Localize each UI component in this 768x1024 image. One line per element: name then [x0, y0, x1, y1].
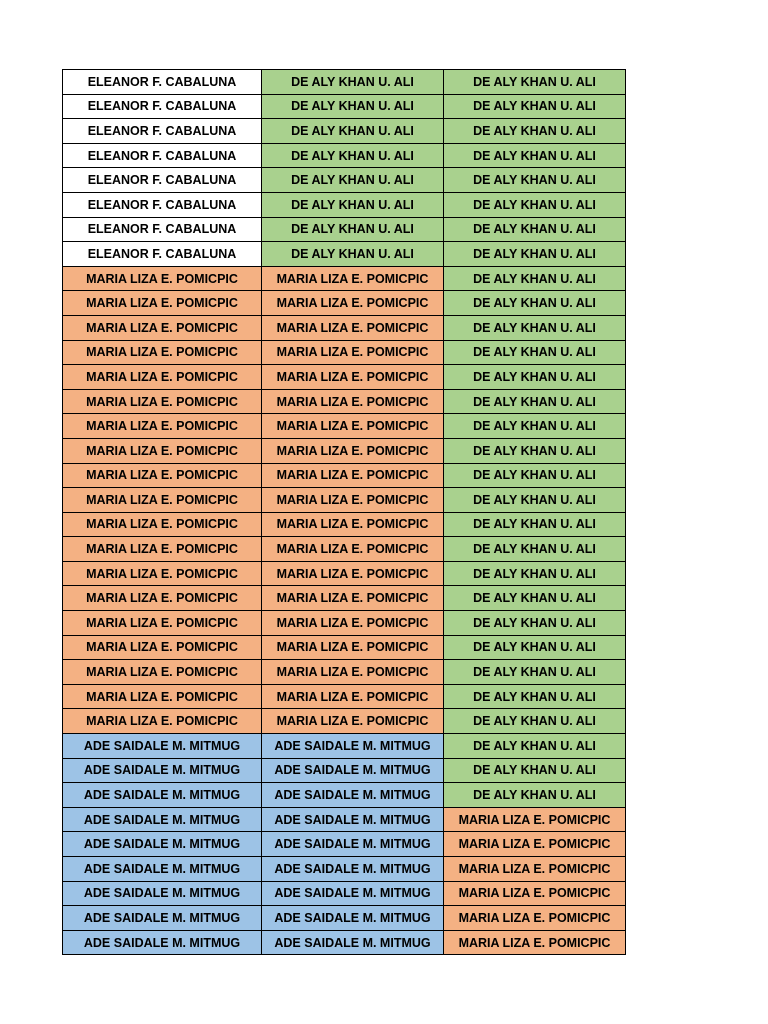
- table-cell-col-3: DE ALY KHAN U. ALI: [444, 291, 626, 316]
- table-cell-col-1: ELEANOR F. CABALUNA: [63, 119, 262, 144]
- table-cell-col-2: MARIA LIZA E. POMICPIC: [262, 512, 444, 537]
- table-cell-col-2: DE ALY KHAN U. ALI: [262, 119, 444, 144]
- table-row: [63, 242, 626, 267]
- table-cell-col-1: ADE SAIDALE M. MITMUG: [63, 930, 262, 955]
- table-cell-col-1: ADE SAIDALE M. MITMUG: [63, 758, 262, 783]
- table-cell-col-1: ADE SAIDALE M. MITMUG: [63, 783, 262, 808]
- table-cell-col-1: MARIA LIZA E. POMICPIC: [63, 389, 262, 414]
- table-row: [63, 611, 626, 636]
- table-cell-col-2: ADE SAIDALE M. MITMUG: [262, 758, 444, 783]
- table-row: [63, 906, 626, 931]
- table-cell-col-2: ADE SAIDALE M. MITMUG: [262, 807, 444, 832]
- table-cell-col-3: DE ALY KHAN U. ALI: [444, 143, 626, 168]
- table-cell-col-2: DE ALY KHAN U. ALI: [262, 192, 444, 217]
- table-row: [63, 414, 626, 439]
- table-cell-col-2: MARIA LIZA E. POMICPIC: [262, 266, 444, 291]
- table-cell-col-3: DE ALY KHAN U. ALI: [444, 684, 626, 709]
- table-cell-col-2: MARIA LIZA E. POMICPIC: [262, 340, 444, 365]
- table-cell-col-3: DE ALY KHAN U. ALI: [444, 709, 626, 734]
- table-cell-col-3: DE ALY KHAN U. ALI: [444, 586, 626, 611]
- table-row: [63, 463, 626, 488]
- table-cell-col-3: DE ALY KHAN U. ALI: [444, 414, 626, 439]
- table-row: [63, 857, 626, 882]
- table-row: [63, 365, 626, 390]
- table-row: [63, 438, 626, 463]
- table-cell-col-2: MARIA LIZA E. POMICPIC: [262, 611, 444, 636]
- table-row: [63, 70, 626, 95]
- table-cell-col-2: MARIA LIZA E. POMICPIC: [262, 684, 444, 709]
- table-cell-col-3: DE ALY KHAN U. ALI: [444, 611, 626, 636]
- table-row: [63, 832, 626, 857]
- table-cell-col-2: MARIA LIZA E. POMICPIC: [262, 488, 444, 513]
- table-row: [63, 315, 626, 340]
- table-cell-col-2: DE ALY KHAN U. ALI: [262, 94, 444, 119]
- table-row: [63, 94, 626, 119]
- table-cell-col-1: ADE SAIDALE M. MITMUG: [63, 857, 262, 882]
- table-row: [63, 217, 626, 242]
- table-cell-col-2: MARIA LIZA E. POMICPIC: [262, 365, 444, 390]
- table-cell-col-3: DE ALY KHAN U. ALI: [444, 660, 626, 685]
- table-cell-col-3: DE ALY KHAN U. ALI: [444, 783, 626, 808]
- table-cell-col-1: MARIA LIZA E. POMICPIC: [63, 340, 262, 365]
- table-cell-col-3: MARIA LIZA E. POMICPIC: [444, 832, 626, 857]
- table-row: [63, 389, 626, 414]
- table-cell-col-2: MARIA LIZA E. POMICPIC: [262, 635, 444, 660]
- table-cell-col-2: MARIA LIZA E. POMICPIC: [262, 389, 444, 414]
- table-cell-col-2: MARIA LIZA E. POMICPIC: [262, 291, 444, 316]
- table-cell-col-1: ADE SAIDALE M. MITMUG: [63, 906, 262, 931]
- table-cell-col-1: MARIA LIZA E. POMICPIC: [63, 611, 262, 636]
- table-row: [63, 635, 626, 660]
- table-cell-col-1: MARIA LIZA E. POMICPIC: [63, 660, 262, 685]
- table-cell-col-1: ELEANOR F. CABALUNA: [63, 217, 262, 242]
- table-cell-col-3: DE ALY KHAN U. ALI: [444, 512, 626, 537]
- table-cell-col-2: ADE SAIDALE M. MITMUG: [262, 930, 444, 955]
- table-cell-col-2: ADE SAIDALE M. MITMUG: [262, 832, 444, 857]
- table-cell-col-3: DE ALY KHAN U. ALI: [444, 537, 626, 562]
- table-cell-col-1: MARIA LIZA E. POMICPIC: [63, 709, 262, 734]
- table-row: [63, 143, 626, 168]
- table-cell-col-1: MARIA LIZA E. POMICPIC: [63, 488, 262, 513]
- table-cell-col-3: DE ALY KHAN U. ALI: [444, 242, 626, 267]
- table-cell-col-2: MARIA LIZA E. POMICPIC: [262, 315, 444, 340]
- table-cell-col-1: ELEANOR F. CABALUNA: [63, 70, 262, 95]
- table-cell-col-1: ADE SAIDALE M. MITMUG: [63, 832, 262, 857]
- schedule-table-body: [63, 70, 626, 955]
- table-cell-col-2: DE ALY KHAN U. ALI: [262, 168, 444, 193]
- table-cell-col-3: DE ALY KHAN U. ALI: [444, 266, 626, 291]
- table-cell-col-3: MARIA LIZA E. POMICPIC: [444, 857, 626, 882]
- table-cell-col-3: MARIA LIZA E. POMICPIC: [444, 881, 626, 906]
- table-cell-col-2: ADE SAIDALE M. MITMUG: [262, 783, 444, 808]
- table-cell-col-3: DE ALY KHAN U. ALI: [444, 389, 626, 414]
- table-row: [63, 709, 626, 734]
- table-cell-col-3: DE ALY KHAN U. ALI: [444, 315, 626, 340]
- table-cell-col-1: ELEANOR F. CABALUNA: [63, 242, 262, 267]
- table-row: [63, 537, 626, 562]
- table-row: [63, 488, 626, 513]
- table-cell-col-3: DE ALY KHAN U. ALI: [444, 734, 626, 759]
- table-cell-col-1: MARIA LIZA E. POMICPIC: [63, 561, 262, 586]
- table-cell-col-2: MARIA LIZA E. POMICPIC: [262, 463, 444, 488]
- table-cell-col-1: MARIA LIZA E. POMICPIC: [63, 463, 262, 488]
- table-cell-col-1: ELEANOR F. CABALUNA: [63, 94, 262, 119]
- table-cell-col-2: MARIA LIZA E. POMICPIC: [262, 438, 444, 463]
- table-cell-col-1: ELEANOR F. CABALUNA: [63, 143, 262, 168]
- table-cell-col-1: MARIA LIZA E. POMICPIC: [63, 266, 262, 291]
- table-cell-col-3: DE ALY KHAN U. ALI: [444, 438, 626, 463]
- table-row: [63, 734, 626, 759]
- table-cell-col-2: ADE SAIDALE M. MITMUG: [262, 906, 444, 931]
- table-cell-col-3: MARIA LIZA E. POMICPIC: [444, 930, 626, 955]
- table-cell-col-3: MARIA LIZA E. POMICPIC: [444, 906, 626, 931]
- table-cell-col-3: DE ALY KHAN U. ALI: [444, 70, 626, 95]
- table-cell-col-3: DE ALY KHAN U. ALI: [444, 561, 626, 586]
- table-cell-col-1: ADE SAIDALE M. MITMUG: [63, 807, 262, 832]
- table-row: [63, 119, 626, 144]
- schedule-table: [62, 69, 626, 955]
- table-cell-col-3: DE ALY KHAN U. ALI: [444, 635, 626, 660]
- table-row: [63, 881, 626, 906]
- table-cell-col-3: DE ALY KHAN U. ALI: [444, 488, 626, 513]
- table-cell-col-2: ADE SAIDALE M. MITMUG: [262, 734, 444, 759]
- table-row: [63, 561, 626, 586]
- table-cell-col-3: DE ALY KHAN U. ALI: [444, 192, 626, 217]
- table-row: [63, 266, 626, 291]
- table-cell-col-2: DE ALY KHAN U. ALI: [262, 217, 444, 242]
- table-cell-col-1: MARIA LIZA E. POMICPIC: [63, 438, 262, 463]
- table-cell-col-1: MARIA LIZA E. POMICPIC: [63, 586, 262, 611]
- table-cell-col-1: MARIA LIZA E. POMICPIC: [63, 684, 262, 709]
- table-row: [63, 807, 626, 832]
- table-cell-col-2: DE ALY KHAN U. ALI: [262, 143, 444, 168]
- table-row: [63, 660, 626, 685]
- table-row: [63, 930, 626, 955]
- table-row: [63, 586, 626, 611]
- table-row: [63, 512, 626, 537]
- table-cell-col-1: MARIA LIZA E. POMICPIC: [63, 365, 262, 390]
- table-cell-col-1: MARIA LIZA E. POMICPIC: [63, 512, 262, 537]
- table-cell-col-2: DE ALY KHAN U. ALI: [262, 70, 444, 95]
- table-row: [63, 192, 626, 217]
- table-cell-col-3: DE ALY KHAN U. ALI: [444, 168, 626, 193]
- table-cell-col-2: MARIA LIZA E. POMICPIC: [262, 660, 444, 685]
- table-cell-col-1: MARIA LIZA E. POMICPIC: [63, 315, 262, 340]
- table-cell-col-1: MARIA LIZA E. POMICPIC: [63, 537, 262, 562]
- table-cell-col-2: MARIA LIZA E. POMICPIC: [262, 709, 444, 734]
- table-row: [63, 783, 626, 808]
- table-cell-col-3: DE ALY KHAN U. ALI: [444, 758, 626, 783]
- table-cell-col-3: DE ALY KHAN U. ALI: [444, 365, 626, 390]
- table-cell-col-1: MARIA LIZA E. POMICPIC: [63, 291, 262, 316]
- table-cell-col-2: DE ALY KHAN U. ALI: [262, 242, 444, 267]
- table-row: [63, 340, 626, 365]
- table-cell-col-3: MARIA LIZA E. POMICPIC: [444, 807, 626, 832]
- table-cell-col-3: DE ALY KHAN U. ALI: [444, 463, 626, 488]
- table-cell-col-2: MARIA LIZA E. POMICPIC: [262, 414, 444, 439]
- table-row: [63, 684, 626, 709]
- table-cell-col-2: ADE SAIDALE M. MITMUG: [262, 857, 444, 882]
- table-cell-col-3: DE ALY KHAN U. ALI: [444, 119, 626, 144]
- table-cell-col-3: DE ALY KHAN U. ALI: [444, 217, 626, 242]
- table-cell-col-2: ADE SAIDALE M. MITMUG: [262, 881, 444, 906]
- table-row: [63, 168, 626, 193]
- table-cell-col-1: ADE SAIDALE M. MITMUG: [63, 881, 262, 906]
- table-cell-col-1: ELEANOR F. CABALUNA: [63, 192, 262, 217]
- table-row: [63, 758, 626, 783]
- table-cell-col-1: MARIA LIZA E. POMICPIC: [63, 635, 262, 660]
- table-cell-col-2: MARIA LIZA E. POMICPIC: [262, 537, 444, 562]
- table-cell-col-2: MARIA LIZA E. POMICPIC: [262, 561, 444, 586]
- table-cell-col-1: ELEANOR F. CABALUNA: [63, 168, 262, 193]
- table-cell-col-3: DE ALY KHAN U. ALI: [444, 340, 626, 365]
- table-cell-col-1: MARIA LIZA E. POMICPIC: [63, 414, 262, 439]
- table-cell-col-2: MARIA LIZA E. POMICPIC: [262, 586, 444, 611]
- table-cell-col-3: DE ALY KHAN U. ALI: [444, 94, 626, 119]
- table-row: [63, 291, 626, 316]
- table-cell-col-1: ADE SAIDALE M. MITMUG: [63, 734, 262, 759]
